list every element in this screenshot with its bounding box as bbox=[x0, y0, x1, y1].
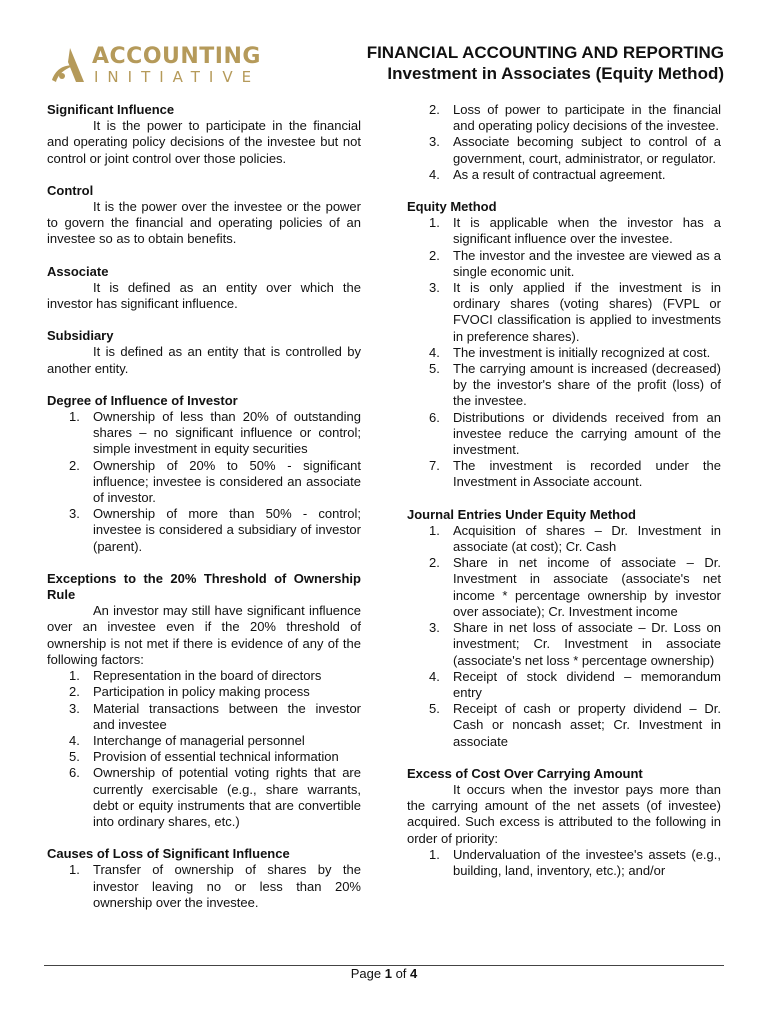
section-title: Significant Influence bbox=[47, 102, 175, 117]
numbered-list bbox=[407, 523, 721, 750]
list-item-text: Ownership of less than 20% of outstanding shares – no significant influence or control; simple investment in equity securities bbox=[93, 409, 361, 457]
list-number: 3. bbox=[429, 280, 440, 296]
page-total: 4 bbox=[410, 966, 418, 981]
list-item-text: The investor and the investee are viewed as a single economic unit. bbox=[453, 247, 721, 279]
brand-logo bbox=[48, 44, 278, 88]
list-number: 1. bbox=[69, 409, 80, 425]
list-number: 4. bbox=[429, 668, 440, 684]
section-title: Equity Method bbox=[407, 199, 497, 215]
list-item bbox=[47, 668, 361, 684]
list-item-text: Share in net loss of associate – Dr. Loss on investment; Cr. Investment in associate (associate's net loss * percentage ownership) bbox=[453, 620, 721, 668]
list-item-text: Acquisition of shares – Dr. Investment in associate (at cost); Cr. Cash bbox=[453, 522, 721, 555]
logo-mark-icon bbox=[48, 46, 88, 84]
numbered-list bbox=[47, 409, 361, 555]
list-number: 2. bbox=[429, 555, 440, 571]
list-item bbox=[47, 458, 361, 507]
section-title: Exceptions to the 20% Threshold of Ownership Rule bbox=[47, 570, 361, 603]
header-titles bbox=[367, 42, 724, 84]
list-number: 5. bbox=[429, 361, 440, 377]
list-number: 3. bbox=[69, 700, 80, 716]
page-footer bbox=[0, 966, 768, 982]
list-item-text: As a result of contractual agreement. bbox=[453, 166, 666, 182]
list-item bbox=[407, 555, 721, 620]
list-item-text: Transfer of ownership of shares by the investor leaving no or less than 20% ownership over the investee. bbox=[93, 862, 361, 910]
numbered-list bbox=[47, 862, 361, 911]
list-number: 2. bbox=[69, 457, 80, 473]
list-item bbox=[407, 134, 721, 166]
definition-text: It is defined as an entity over which the investor has significant influence. bbox=[47, 279, 361, 312]
page-header bbox=[44, 40, 724, 90]
list-item bbox=[407, 248, 721, 280]
list-item-text: Share in net income of associate – Dr. Investment in associate (associate's net income * percentage ownership by investor over associate); Cr. Investment income bbox=[453, 555, 721, 619]
list-item bbox=[47, 749, 361, 765]
list-item-text: The investment is recorded under the Investment in Associate account. bbox=[453, 458, 721, 490]
list-number: 2. bbox=[69, 684, 80, 700]
list-number: 3. bbox=[429, 134, 440, 150]
logo-text-top: ACCOUNTING bbox=[92, 44, 261, 69]
list-item-text: Participation in policy making process bbox=[93, 684, 310, 700]
list-number: 4. bbox=[429, 344, 440, 360]
section-title: Journal Entries Under Equity Method bbox=[407, 506, 636, 522]
logo-text-bottom: INITIATIVE bbox=[94, 68, 261, 86]
section-title: Degree of Influence of Investor bbox=[47, 392, 238, 408]
numbered-list bbox=[407, 102, 721, 183]
list-item-text: It is only applied if the investment is in ordinary shares (voting shares) (FVPL or FVOCI classification is applied to investments in preference shares). bbox=[453, 280, 721, 344]
list-item-text: It is applicable when the investor has a significant influence over the investee. bbox=[453, 215, 721, 247]
list-item-text: The investment is initially recognized at cost. bbox=[453, 344, 711, 360]
section-title: Associate bbox=[47, 263, 109, 279]
section-title: Causes of Loss of Significant Influence bbox=[47, 846, 290, 862]
list-item bbox=[407, 167, 721, 183]
right-column bbox=[407, 102, 721, 879]
section-title: Subsidiary bbox=[47, 328, 114, 344]
list-number: 4. bbox=[429, 166, 440, 182]
definition-text: It is defined as an entity that is controlled by another entity. bbox=[47, 344, 361, 376]
numbered-list bbox=[47, 668, 361, 830]
list-item-text: Interchange of managerial personnel bbox=[93, 732, 305, 748]
page-number: 1 bbox=[384, 966, 392, 981]
list-item bbox=[407, 361, 721, 410]
list-item bbox=[407, 280, 721, 345]
topic-title: Investment in Associates (Equity Method) bbox=[387, 64, 724, 83]
section-text: An investor may still have significant influence over an investee even if the 20% threshold of ownership is not met if there is evidence of any of the following factors: bbox=[47, 603, 361, 667]
list-item bbox=[47, 409, 361, 458]
numbered-list bbox=[407, 215, 721, 490]
definition-text: It is the power over the investee or the power to govern the financial and operating policies of an investee so as to obtain benefits. bbox=[47, 199, 361, 247]
list-item-text: Material transactions between the investor and investee bbox=[93, 700, 361, 732]
list-item-text: Ownership of more than 50% - control; investee is considered a subsidiary of investor (parent). bbox=[93, 506, 361, 554]
section-text: It occurs when the investor pays more than the carrying amount of the net assets (of investee) acquired. Such excess is attributed to the following in order of priority: bbox=[407, 781, 721, 846]
list-item bbox=[47, 684, 361, 700]
list-item-text: The carrying amount is increased (decreased) by the investor's share of the profit (loss) of the investee. bbox=[453, 361, 721, 409]
section-title: Excess of Cost Over Carrying Amount bbox=[407, 765, 643, 781]
list-item-text: Loss of power to participate in the financial and operating policy decisions of the investee. bbox=[453, 102, 721, 134]
list-number: 1. bbox=[429, 215, 440, 231]
list-item-text: Representation in the board of directors bbox=[93, 668, 322, 684]
list-item bbox=[407, 215, 721, 247]
page-label: Page bbox=[350, 966, 382, 981]
list-number: 2. bbox=[429, 102, 440, 117]
list-item-text: Undervaluation of the investee's assets (e.g., building, land, inventory, etc.); and/or bbox=[453, 846, 721, 878]
list-item bbox=[407, 669, 721, 701]
course-title: FINANCIAL ACCOUNTING AND REPORTING bbox=[366, 43, 724, 62]
list-item-text: Associate becoming subject to control of a government, court, administrator, or regulator. bbox=[453, 134, 721, 166]
list-item bbox=[47, 862, 361, 911]
list-item bbox=[47, 506, 361, 555]
list-item bbox=[407, 410, 721, 459]
list-item bbox=[47, 765, 361, 830]
list-item bbox=[47, 701, 361, 733]
list-item bbox=[407, 102, 721, 134]
left-column bbox=[47, 102, 361, 911]
list-item bbox=[407, 620, 721, 669]
list-number: 3. bbox=[69, 506, 80, 522]
of-label: of bbox=[395, 966, 407, 981]
list-number: 5. bbox=[429, 701, 440, 717]
list-number: 1. bbox=[429, 846, 440, 862]
definition-text: It is the power to participate in the financial and operating policy decisions of the investee but not control or joint control over those policies. bbox=[47, 118, 361, 166]
list-item bbox=[47, 733, 361, 749]
list-number: 1. bbox=[69, 668, 80, 684]
list-item-text: Provision of essential technical information bbox=[93, 749, 339, 765]
section-title: Control bbox=[47, 182, 94, 198]
list-number: 1. bbox=[69, 862, 80, 878]
list-item bbox=[407, 458, 721, 490]
list-item bbox=[407, 701, 721, 750]
list-number: 7. bbox=[429, 458, 440, 474]
list-number: 5. bbox=[69, 749, 80, 765]
list-item-text: Ownership of 20% to 50% - significant influence; investee is considered an associate of investor. bbox=[93, 457, 361, 506]
list-item-text: Ownership of potential voting rights that are currently exercisable (e.g., share warrants, debt or equity instruments that are convertible into ordinary shares, etc.) bbox=[93, 765, 361, 829]
list-number: 6. bbox=[429, 409, 440, 425]
list-number: 2. bbox=[429, 247, 440, 263]
list-item-text: Distributions or dividends received from an investee reduce the carrying amount of the investment. bbox=[453, 409, 721, 458]
list-item bbox=[407, 345, 721, 361]
list-number: 3. bbox=[429, 620, 440, 636]
list-item-text: Receipt of stock dividend – memorandum entry bbox=[453, 668, 721, 700]
list-item bbox=[407, 847, 721, 879]
numbered-list bbox=[407, 847, 721, 879]
list-number: 4. bbox=[69, 732, 80, 748]
list-item-text: Receipt of cash or property dividend – Dr. Cash or noncash asset; Cr. Investment in associate bbox=[453, 701, 721, 749]
list-number: 6. bbox=[69, 765, 80, 781]
list-item bbox=[407, 523, 721, 555]
list-number: 1. bbox=[429, 522, 440, 538]
